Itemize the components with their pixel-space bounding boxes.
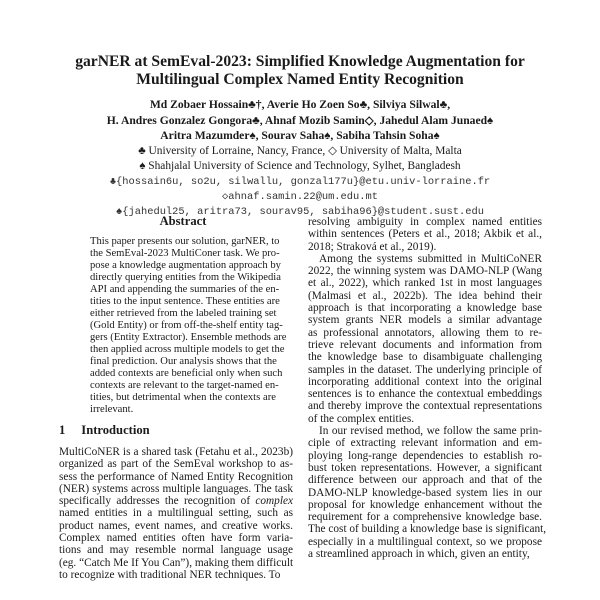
text-line: (Gold Entity) or from off-the-shelf entity tag-	[90, 320, 283, 331]
text-line: directly querying entities from the Wikipedia	[90, 272, 281, 283]
text-line: bust token representations. However, a significant	[308, 461, 542, 474]
affiliation-line-2: ♠ Shahjalal University of Science and Technology, Sylhet, Bangladesh	[139, 160, 461, 172]
text-line: especially in a multilingual context, so we propose	[308, 535, 542, 548]
text-line: sess the performance of Named Entity Recognition	[59, 470, 293, 483]
abstract-heading: Abstract	[159, 214, 207, 228]
text-line: tions and may resemble normal language usage	[59, 544, 293, 557]
text-line: pose a knowledge augmentation approach by	[90, 260, 281, 271]
section-number: 1	[59, 423, 66, 437]
affiliation-line-1: ♣ University of Lorraine, Nancy, France, ◇ University of Malta, Malta	[138, 145, 462, 157]
text-line: incorporating additional context into the original	[308, 375, 542, 388]
text-line: as professional annotators, allowing them to re-	[308, 326, 542, 339]
introduction-heading	[59, 423, 150, 438]
authors-line-3: Aritra Mazumder♠, Sourav Saha♠, Sabiha Tahsin Soha♠	[160, 129, 440, 142]
text-line: either retrieved from the labeled training set	[90, 308, 277, 319]
text-line: named entities in a multilingual setting, such as	[59, 507, 293, 520]
text-line: DAMO-NLP knowledge-based system lies in our	[308, 486, 542, 499]
paragraph	[308, 253, 542, 425]
text-line: 2022, the winning system was DAMO-NLP (Wang	[308, 265, 542, 278]
text-line: API and appending the summaries of the en-	[90, 284, 280, 295]
email-line-3: ♠{jahedul25, aritra73, sourav95, sabiha96}@student.sust.edu	[116, 206, 484, 218]
text-line: ciple of extracting relevant information and em-	[308, 437, 542, 450]
text-line: resolving ambiguity in complex named entities	[308, 216, 542, 228]
text-line: sentences is to enhance the contextual embeddings	[308, 388, 542, 401]
text-line: product names, event names, and creative works.	[59, 519, 293, 532]
text-line: (eg. “Catch Me If You Can”), making them difficult	[59, 556, 294, 569]
text-line: the SemEval-2023 MultiConer task. We pro-	[90, 248, 280, 259]
paper-title-line-2: Multilingual Complex Named Entity Recognition	[136, 71, 464, 88]
text-line: specifically addresses the recognition of complex	[59, 495, 293, 508]
text-line: contexts are relevant to the target-named en-	[90, 380, 279, 391]
paragraph	[308, 425, 547, 561]
text-line: of the complex entities.	[308, 412, 415, 425]
text-line: and thereby improve the contextual representations	[308, 400, 542, 413]
text-line: (Malmasi et al., 2022b). The idea behind their	[308, 289, 542, 302]
text-line: This paper presents our solution, garNER, to	[90, 236, 280, 247]
text-line: to recognize with traditional NER techniques. To	[59, 568, 281, 581]
text-line: final prediction. Our analysis shows that the	[90, 356, 277, 367]
abstract-body	[90, 236, 287, 416]
paragraph	[308, 216, 542, 253]
introduction-body	[59, 446, 293, 581]
authors-line-1: Md Zobaer Hossain♣†, Averie Ho Zoen So♣, Silviya Silwal♣,	[149, 98, 451, 111]
text-line: (NER) systems across multiple languages. The task	[59, 482, 293, 495]
text-line: the knowledge base to disambiguate challenging	[308, 351, 542, 364]
text-line: added contexts are beneficial only when such	[90, 368, 283, 379]
text-line: requirement for a comprehensive knowledge base.	[308, 511, 542, 524]
authors-line-2: H. Andres Gonzalez Gongora♣, Ahnaf Mozib Samin◇, Jahedul Alam Junaed♠	[106, 114, 494, 127]
text-line: In our revised method, we follow the same prin-	[319, 425, 542, 438]
email-line-2: ◇ahnaf.samin.22@um.edu.mt	[222, 191, 378, 203]
text-line: Among the systems submitted in MultiCoNER	[319, 252, 542, 265]
text-line: et al., 2022), which ranked 1st in most languages	[308, 277, 542, 290]
text-line: organized as part of the SemEval workshop to as-	[59, 458, 293, 471]
email-line-1: ♣{hossain6u, so2u, silwallu, gonzal177u}@etu.univ-lorraine.fr	[109, 176, 491, 188]
text-line: system grants NER models a similar advantage	[308, 314, 542, 327]
text-line: proposal for knowledge enhancement without the	[308, 498, 542, 511]
paper-title-line-1: garNER at SemEval-2023: Simplified Knowledge Augmentation for	[75, 53, 525, 70]
text-line: ploying long-range dependencies to establish ro-	[308, 449, 542, 462]
text-line: 2018; Straková et al., 2019).	[308, 240, 437, 253]
right-column-body	[308, 216, 547, 561]
text-line: gers (Entity Extractor). Ensemble methods are	[90, 332, 287, 343]
text-line: MultiCoNER is a shared task (Fetahu et al., 2023b)	[59, 446, 293, 458]
text-line: difference between our approach and that of the	[308, 474, 542, 487]
text-line: within sentences (Peters et al., 2018; Akbik et al.,	[308, 228, 542, 241]
text-line: The cost of building a knowledge base is significant,	[308, 523, 547, 536]
text-line: a streamlined approach in which, given an entity,	[308, 548, 530, 561]
text-line: samples in the dataset. The underlying principle of	[308, 363, 542, 376]
text-line: then applied across multiple models to get the	[90, 344, 285, 355]
text-line: approach is that incorporating a knowledge base	[308, 302, 542, 315]
text-line: trieve relevant documents and information from	[308, 338, 542, 351]
text-line: tities to the input sentence. These entities are	[90, 296, 280, 307]
text-line: tities, but detrimental when the contexts are	[90, 392, 276, 403]
section-title: Introduction	[81, 423, 150, 437]
text-line: Complex named entities often have form varia-	[59, 532, 293, 545]
text-line: irrelevant.	[90, 404, 134, 415]
